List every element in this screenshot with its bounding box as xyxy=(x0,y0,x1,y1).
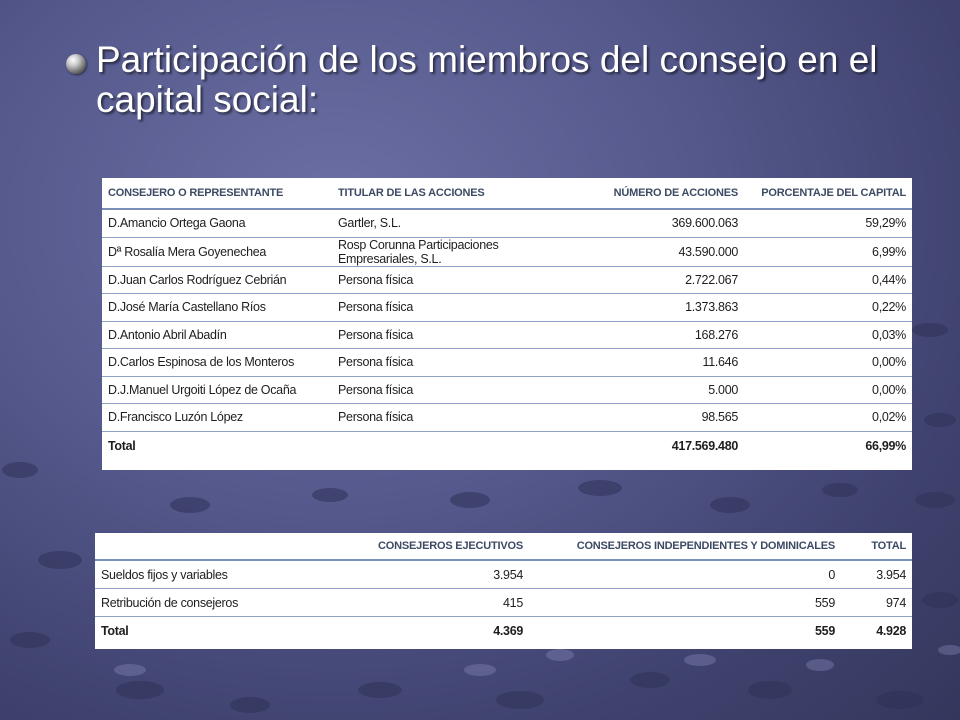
table-cell: 59,29% xyxy=(744,209,912,237)
column-header: PORCENTAJE DEL CAPITAL xyxy=(744,178,912,209)
column-header: CONSEJEROS EJECUTIVOS xyxy=(367,533,529,560)
table-cell: 2.722.067 xyxy=(584,266,744,294)
table-row xyxy=(95,560,912,589)
shareholding-table xyxy=(102,178,912,470)
table-cell: 0,02% xyxy=(744,404,912,432)
column-header: TITULAR DE LAS ACCIONES xyxy=(332,178,584,209)
table-cell: D.Juan Carlos Rodríguez Cebrián xyxy=(102,266,332,294)
table-cell: Rosp Corunna Participaciones Empresariales, S.L. xyxy=(332,237,584,266)
table-cell: 0,00% xyxy=(744,349,912,377)
remuneration-table xyxy=(95,533,912,649)
table-cell: 4.369 xyxy=(367,617,529,645)
table-cell: Persona física xyxy=(332,349,584,377)
table-cell: 0,22% xyxy=(744,294,912,322)
table-total-row xyxy=(102,431,912,460)
table-cell: Total xyxy=(102,431,332,460)
column-header: TOTAL xyxy=(841,533,912,560)
table-row xyxy=(102,349,912,377)
table-cell: D.Antonio Abril Abadín xyxy=(102,321,332,349)
table-header-row xyxy=(95,533,912,560)
table-cell: Persona física xyxy=(332,266,584,294)
column-header: CONSEJEROS INDEPENDIENTES Y DOMINICALES xyxy=(529,533,841,560)
table-cell: 1.373.863 xyxy=(584,294,744,322)
table-cell: Sueldos fijos y variables xyxy=(95,560,367,589)
table-cell: 0 xyxy=(529,560,841,589)
table-cell: 559 xyxy=(529,617,841,645)
table-header-row xyxy=(102,178,912,209)
table-cell: 3.954 xyxy=(841,560,912,589)
column-header: NÚMERO DE ACCIONES xyxy=(584,178,744,209)
table-cell: Persona física xyxy=(332,321,584,349)
table-row xyxy=(102,209,912,237)
slide-title: Participación de los miembros del consejo en el capital social: xyxy=(96,39,878,120)
table-cell: Persona física xyxy=(332,376,584,404)
table-cell: 0,00% xyxy=(744,376,912,404)
column-header xyxy=(95,533,367,560)
table-cell: D.J.Manuel Urgoiti López de Ocaña xyxy=(102,376,332,404)
table-cell: 415 xyxy=(367,589,529,617)
slide-title-block xyxy=(66,40,916,120)
table-row xyxy=(95,589,912,617)
table-cell: 974 xyxy=(841,589,912,617)
table-total-row xyxy=(95,617,912,645)
table-cell: 559 xyxy=(529,589,841,617)
table-cell: 11.646 xyxy=(584,349,744,377)
table-cell: 3.954 xyxy=(367,560,529,589)
table-cell: 66,99% xyxy=(744,431,912,460)
table-cell: 369.600.063 xyxy=(584,209,744,237)
table-cell: 0,44% xyxy=(744,266,912,294)
table-cell: 168.276 xyxy=(584,321,744,349)
table-row xyxy=(102,266,912,294)
table-cell: D.José María Castellano Ríos xyxy=(102,294,332,322)
table-cell xyxy=(332,431,584,460)
table-row xyxy=(102,321,912,349)
table-row xyxy=(102,294,912,322)
column-header: CONSEJERO O REPRESENTANTE xyxy=(102,178,332,209)
table-cell: 98.565 xyxy=(584,404,744,432)
bullet-icon xyxy=(66,54,86,74)
table-cell: Total xyxy=(95,617,367,645)
table-cell: D.Carlos Espinosa de los Monteros xyxy=(102,349,332,377)
table-cell: 5.000 xyxy=(584,376,744,404)
table-cell: Persona física xyxy=(332,404,584,432)
table-row xyxy=(102,237,912,266)
table-cell: 43.590.000 xyxy=(584,237,744,266)
table-cell: Dª Rosalía Mera Goyenechea xyxy=(102,237,332,266)
table-cell: 4.928 xyxy=(841,617,912,645)
table-cell: Persona física xyxy=(332,294,584,322)
table-cell: D.Amancio Ortega Gaona xyxy=(102,209,332,237)
table-cell: 6,99% xyxy=(744,237,912,266)
table-row xyxy=(102,404,912,432)
table-cell: D.Francisco Luzón López xyxy=(102,404,332,432)
table-row xyxy=(102,376,912,404)
table-cell: 417.569.480 xyxy=(584,431,744,460)
table-cell: Retribución de consejeros xyxy=(95,589,367,617)
table-cell: 0,03% xyxy=(744,321,912,349)
table-cell: Gartler, S.L. xyxy=(332,209,584,237)
